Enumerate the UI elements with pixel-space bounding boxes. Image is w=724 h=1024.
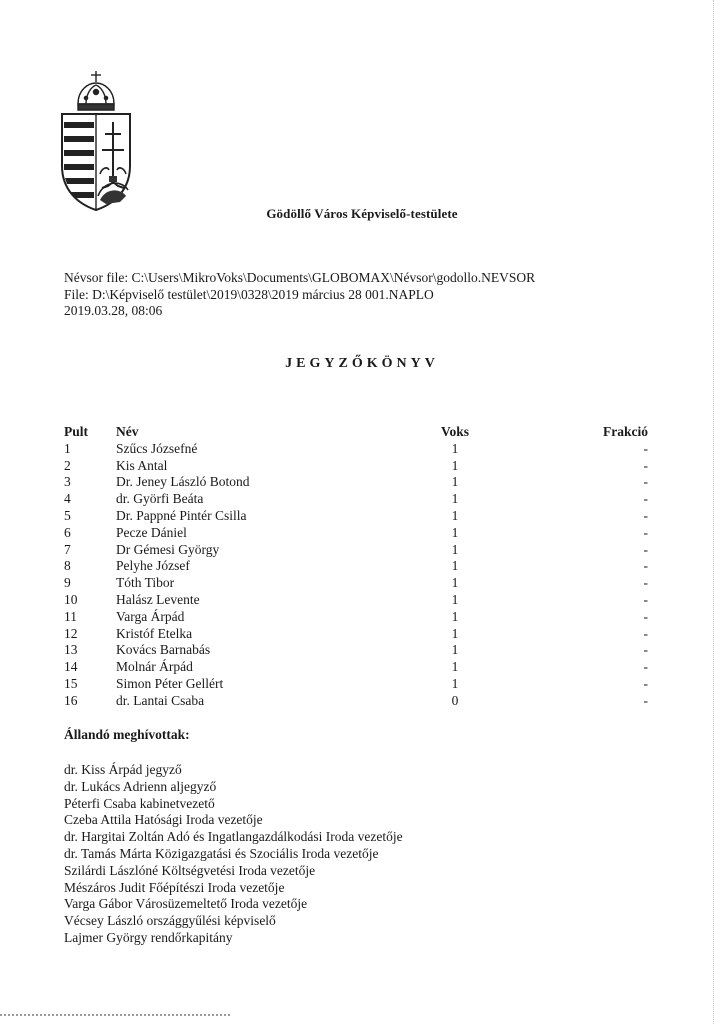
cell-frakcio: - bbox=[643, 440, 648, 456]
scan-bottom-artifact bbox=[0, 1014, 230, 1020]
column-header-voks: Voks bbox=[440, 424, 470, 439]
table-row bbox=[64, 693, 648, 710]
record-datetime: 2019.03.28, 08:06 bbox=[64, 303, 163, 318]
cell-voks: 1 bbox=[451, 575, 459, 591]
cell-frakcio: - bbox=[643, 692, 648, 708]
cell-voks: 1 bbox=[451, 474, 459, 490]
cell-voks: 1 bbox=[451, 659, 459, 675]
cell-frakcio: - bbox=[643, 575, 648, 591]
cell-voks: 1 bbox=[451, 507, 459, 523]
invited-item: dr. Tamás Márta Közigazgatási és Szociális Iroda vezetője bbox=[64, 845, 379, 861]
cell-pult: 14 bbox=[64, 659, 78, 675]
invited-item: dr. Kiss Árpád jegyző bbox=[64, 762, 182, 777]
table-row bbox=[64, 609, 648, 626]
scan-edge-artifact bbox=[713, 0, 718, 1024]
table-row bbox=[64, 575, 648, 592]
hungarian-coat-of-arms-icon bbox=[56, 70, 136, 212]
table-row bbox=[64, 441, 648, 458]
table-row bbox=[64, 525, 648, 542]
column-header-frakcio: Frakció bbox=[603, 424, 648, 439]
cell-frakcio: - bbox=[643, 675, 648, 691]
invited-item: Mészáros Judit Főépítészi Iroda vezetője bbox=[64, 879, 285, 895]
cell-pult: 3 bbox=[64, 474, 71, 490]
cell-pult: 11 bbox=[64, 608, 77, 624]
cell-nev: Simon Péter Gellért bbox=[116, 675, 224, 691]
cell-voks: 1 bbox=[451, 558, 459, 574]
cell-nev: Kis Antal bbox=[116, 457, 168, 473]
table-row bbox=[64, 659, 648, 676]
table-row bbox=[64, 592, 648, 609]
naplo-file-path: File: D:\Képviselő testület\2019\0328\2019 március 28 001.NAPLO bbox=[64, 286, 434, 302]
cell-pult: 2 bbox=[64, 457, 71, 473]
cell-nev: Pelyhe József bbox=[116, 558, 190, 574]
cell-nev: Kovács Barnabás bbox=[116, 642, 211, 658]
table-row bbox=[64, 642, 648, 659]
invited-item: dr. Hargitai Zoltán Adó és Ingatlangazdálkodási Iroda vezetője bbox=[64, 829, 403, 845]
cell-nev: Pecze Dániel bbox=[116, 524, 187, 540]
cell-voks: 1 bbox=[451, 591, 459, 607]
cell-voks: 1 bbox=[451, 625, 459, 641]
cell-voks: 1 bbox=[451, 457, 459, 473]
cell-frakcio: - bbox=[643, 541, 648, 557]
cell-nev: Dr. Jeney László Botond bbox=[116, 474, 250, 490]
cell-frakcio: - bbox=[643, 524, 648, 540]
cell-frakcio: - bbox=[643, 507, 648, 523]
cell-pult: 5 bbox=[64, 507, 71, 523]
cell-frakcio: - bbox=[643, 457, 648, 473]
cell-voks: 1 bbox=[451, 608, 459, 624]
table-row bbox=[64, 676, 648, 693]
cell-pult: 15 bbox=[64, 675, 78, 691]
cell-pult: 8 bbox=[64, 558, 71, 574]
cell-pult: 12 bbox=[64, 625, 78, 641]
cell-voks: 1 bbox=[451, 541, 459, 557]
cell-frakcio: - bbox=[643, 558, 648, 574]
nevsor-file-path: Névsor file: C:\Users\MikroVoks\Documents\GLOBOMAX\Névsor\godollo.NEVSOR bbox=[64, 270, 536, 285]
cell-pult: 7 bbox=[64, 541, 71, 557]
invited-heading: Állandó meghívottak: bbox=[64, 727, 190, 742]
cell-voks: 1 bbox=[451, 524, 459, 540]
invited-item: Vécsey László országgyűlési képviselő bbox=[64, 913, 276, 929]
column-header-pult: Pult bbox=[64, 424, 89, 439]
cell-pult: 6 bbox=[64, 524, 71, 540]
cell-frakcio: - bbox=[643, 642, 648, 658]
attendance-table bbox=[64, 424, 648, 710]
cell-voks: 1 bbox=[451, 642, 459, 658]
cell-nev: Molnár Árpád bbox=[116, 659, 193, 675]
cell-nev: Dr. Pappné Pintér Csilla bbox=[116, 507, 247, 523]
cell-nev: dr. Györfi Beáta bbox=[116, 491, 204, 507]
table-row bbox=[64, 474, 648, 491]
cell-nev: dr. Lantai Csaba bbox=[116, 692, 205, 708]
table-row bbox=[64, 508, 648, 525]
invited-list bbox=[64, 762, 403, 947]
council-name: Gödöllő Város Képviselő-testülete bbox=[266, 206, 458, 221]
cell-pult: 16 bbox=[64, 692, 78, 708]
cell-nev: Tóth Tibor bbox=[116, 575, 175, 591]
cell-voks: 1 bbox=[451, 440, 459, 456]
cell-frakcio: - bbox=[643, 474, 648, 490]
table-row bbox=[64, 491, 648, 508]
cell-frakcio: - bbox=[643, 591, 648, 607]
cell-pult: 13 bbox=[64, 642, 78, 658]
file-info bbox=[64, 270, 535, 320]
invited-item: dr. Lukács Adrienn aljegyző bbox=[64, 778, 217, 794]
invited-item: Varga Gábor Városüzemeltető Iroda vezetője bbox=[64, 896, 308, 912]
cell-voks: 1 bbox=[451, 491, 459, 507]
cell-nev: Halász Levente bbox=[116, 591, 200, 607]
document-title: JEGYZŐKÖNYV bbox=[285, 356, 439, 371]
cell-pult: 4 bbox=[64, 491, 71, 507]
invited-item: Szilárdi Lászlóné Költségvetési Iroda vezetője bbox=[64, 862, 316, 878]
table-row bbox=[64, 542, 648, 559]
attendance-table-body bbox=[64, 441, 648, 710]
table-row bbox=[64, 558, 648, 575]
invited-item: Péterfi Csaba kabinetvezető bbox=[64, 795, 215, 811]
invited-item: Lajmer György rendőrkapitány bbox=[64, 929, 233, 945]
cell-pult: 1 bbox=[64, 440, 71, 456]
cell-pult: 10 bbox=[64, 591, 78, 607]
cell-frakcio: - bbox=[643, 608, 648, 624]
table-header-row bbox=[64, 424, 648, 441]
cell-nev: Dr Gémesi György bbox=[116, 541, 220, 557]
table-row bbox=[64, 626, 648, 643]
table-row bbox=[64, 458, 648, 475]
invited-item: Czeba Attila Hatósági Iroda vezetője bbox=[64, 812, 263, 828]
cell-pult: 9 bbox=[64, 575, 71, 591]
cell-nev: Kristóf Etelka bbox=[116, 625, 193, 641]
cell-frakcio: - bbox=[643, 659, 648, 675]
cell-voks: 0 bbox=[451, 692, 459, 708]
cell-frakcio: - bbox=[643, 625, 648, 641]
column-header-nev: Név bbox=[116, 424, 139, 439]
cell-nev: Szűcs Józsefné bbox=[116, 440, 198, 456]
cell-voks: 1 bbox=[451, 675, 459, 691]
cell-nev: Varga Árpád bbox=[116, 608, 185, 624]
cell-frakcio: - bbox=[643, 491, 648, 507]
